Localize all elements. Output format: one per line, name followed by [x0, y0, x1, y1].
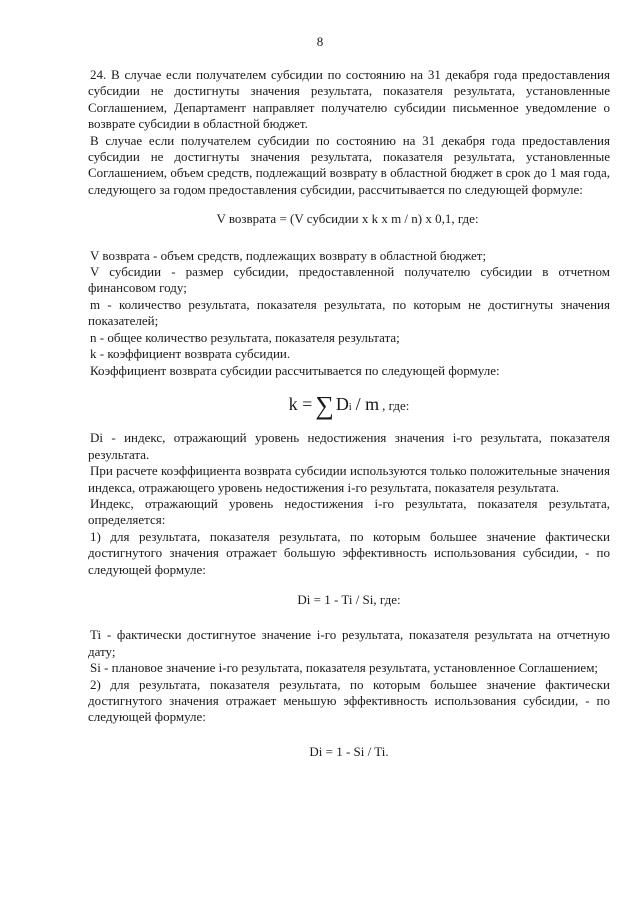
paragraph-return-volume: В случае если получателем субсидии по состоянию на 31 декабря года предоставления субсидии не достигнуты значения результата, показателя результата, установленные Соглашением, объем средств, подлежащий возврату в областной бюджет в срок до 1 мая года, следующего за годом предоставления субсидии, рассчитывается по следующей формуле: — [88, 132, 610, 197]
definition-n: n - общее количество результата, показателя результата; — [90, 329, 400, 345]
definition-v-return: V возврата - объем средств, подлежащих возврату в областной бюджет; — [90, 247, 487, 263]
paragraph-coefficient: Коэффициент возврата субсидии рассчитывается по следующей формуле: — [90, 362, 500, 378]
paragraph-index-determined: Индекс, отражающий уровень недостижения i-го результата, показателя результата, определяется: — [88, 495, 610, 528]
formula-di-case-2: Di = 1 - Si / Ti. — [309, 743, 389, 759]
definition-si: Si - плановое значение i-го результата, показателя результата, установленное Соглашением; — [90, 660, 599, 676]
definition-k: k - коэффициент возврата субсидии. — [90, 346, 291, 362]
definition-v-subsidy: V субсидии - размер субсидии, предоставленной получателю субсидии в отчетном финансовом году; — [88, 264, 610, 296]
paragraph-case-2: 2) для результата, показателя результата, по которым большее значение фактически достигнутого значения отражает меньшую эффективность использования субсидии, - по следующей формуле: — [88, 676, 610, 725]
sum-symbol: ∑ — [315, 390, 334, 420]
page-number: 8 — [316, 34, 324, 49]
document-body — [88, 67, 610, 760]
formula-div-m: / m — [355, 393, 380, 414]
definition-ti: Ti - фактически достигнутое значение i-го результата, показателя результата на отчетную дату; — [88, 627, 610, 659]
formula-coefficient — [88, 389, 610, 420]
formula-d: D — [335, 393, 349, 414]
formula-return-volume: V возврата = (V субсидии x k x m / n) x 0,1, где: — [216, 211, 479, 227]
paragraph-positive-values: При расчете коэффициента возврата субсидии используются только положительные значения индекса, отражающего уровень недостижения i-го результата, показателя результата. — [88, 463, 610, 495]
formula-k-label: k = — [288, 393, 313, 414]
formula-subscript-i: i — [348, 401, 352, 413]
formula-di-case-1: Di = 1 - Ti / Si, где: — [297, 591, 401, 607]
definition-m: m - количество результата, показателя результата, по которым не достигнуты значения показателей; — [88, 296, 610, 329]
paragraph-24: 24. В случае если получателем субсидии по состоянию на 31 декабря года предоставления субсидии не достигнуты значения результата, показателя результата, установленные Соглашением, Департамент направляет получателю субсидии письменное уведомление о возврате субсидии в областной бюджет. — [88, 67, 610, 132]
formula-where: , где: — [382, 397, 410, 413]
definition-di: Di - индекс, отражающий уровень недостижения значения i-го результата, показателя результата. — [88, 430, 610, 462]
paragraph-case-1: 1) для результата, показателя результата, по которым большее значение фактически достигнутого значения отражает большую эффективность использования субсидии, - по следующей формуле: — [88, 528, 610, 577]
